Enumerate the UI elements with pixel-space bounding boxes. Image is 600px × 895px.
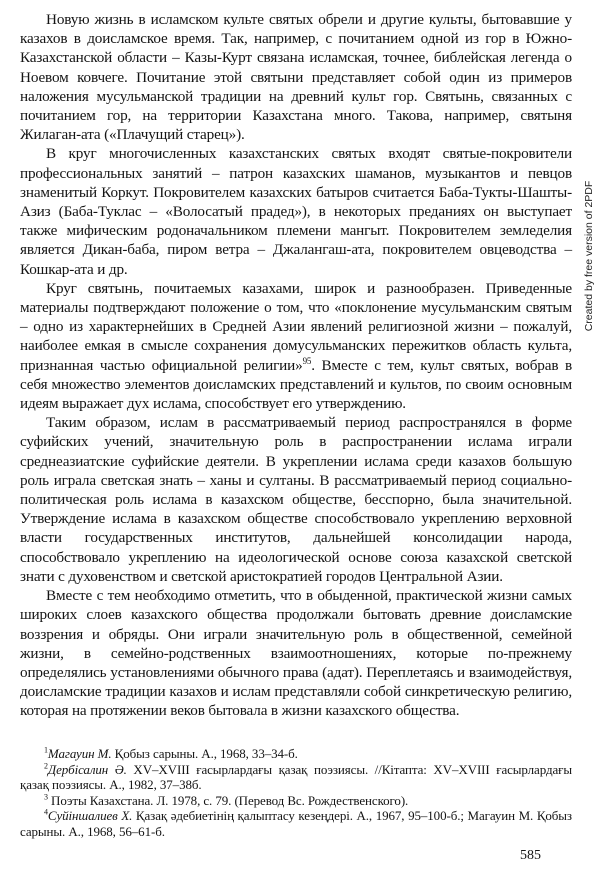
paragraph-5: Вместе с тем необходимо отметить, что в обыденной, практической жизни самых широких слоев казахского общества продолжали бытовать древние доисламские воззрения и обряды. Они играли значительную роль в общественной, семейной жизни, в семейно-родственных взаимоотношениях, которые по-прежнему определялись установлениями обычного права (адат). Переплетаясь и взаимодействуя, доисламские традиции казахов и ислам представляли собой синкретическую религию, которая на протяжении веков бытовала в жизни казахского общества. [20, 587, 572, 720]
footnote-3 [20, 793, 572, 809]
footnote-reference[interactable]: 95 [302, 355, 312, 366]
footnote-number: 3 [44, 792, 48, 802]
footnote-number: 4 [44, 808, 48, 818]
footnotes [20, 746, 572, 840]
footnote-author: Дербісалин Ә. [47, 761, 127, 777]
paragraph-2: В круг многочисленных казахстанских святых входят святые-покровители профессиональных занятий – патрон казахских шаманов, музыкантов и певцов знаменитый Коркут. Покровителем казахских батыров считается Баба-Тукты-Шашты-Азиз (Баба-Туклас – «Волосатый прадед»), в некоторых преданиях он выступает также мифическим родоначальником племени мангыт. Покровителем земледелия является Дикан-баба, пиром ветра – Джалангаш-ата, покровителем овцеводства – Кошкар-ата и др. [20, 145, 572, 278]
footnote-2 [20, 762, 572, 793]
paragraph-1: Новую жизнь в исламском культе святых обрели и другие культы, бытовавшие у казахов в доисламское время. Так, например, с почитанием одной из гор в Южно-Казахстанской области – Казы-Курт связана исламская, точнее, библейская легенда о Ноевом ковчеге. Почитание этой святыни представляет собой один из примеров наложения мусульманской традиции на древний культ гор. Святынь, связанных с почитанием гор, на территории Казахстана много. Такова, например, святыня Жилаган-ата («Плачущий старец»). [20, 11, 572, 144]
paragraph-3 [20, 279, 572, 413]
footnote-4 [20, 808, 572, 839]
footnote-text: XV–XVIII ғасырлардағы қазақ поэзиясы. //Кітапта: XV–XVIII ғасырлардағы қазақ поэзиясы. А., 1982, 37–38б. [20, 761, 572, 793]
footnote-number: 2 [44, 761, 48, 771]
page-body [20, 10, 572, 721]
page-number: 585 [520, 848, 541, 863]
footnote-author: Суйіншалиев Х. [47, 808, 133, 824]
footnote-number: 1 [44, 745, 48, 755]
footnote-text: Қобыз сарыны. А., 1968, 33–34-б. [111, 746, 298, 761]
watermark: Created by free version of 2PDF [583, 180, 595, 332]
footnote-author: Магауин М. [47, 746, 112, 761]
paragraph-3-text: Круг святынь, почитаемых казахами, широк и разнообразен. Приведенные материалы подтверждают положение о том, что «поклонение мусульманским святым – одно из характернейших в Средней Азии явлений религиозной жизни – пожалуй, наиболее емкая в смысле сохранения домусульманских пережитков область культа, признанная частью официальной религии» [20, 279, 572, 374]
footnote-1 [20, 746, 572, 762]
footnote-text: Қазақ әдебиетінің қалыптасу кезеңдері. А., 1967, 95–100-б.; Магауин М. Қобыз сарыны. А., 1968, 56–61-б. [20, 808, 572, 839]
footnote-text: Поэты Казахстана. Л. 1978, с. 79. (Перевод Вс. Рождественского). [47, 792, 409, 808]
paragraph-4: Таким образом, ислам в рассматриваемый период распространялся в форме суфийских учений, значительную роль в распространении ислама играли среднеазиатские суфийские деятели. В укреплении ислама среди казахов большую роль играла светская знать – ханы и султаны. В рассматриваемый период социально-политическая роль ислама в казахском обществе, бесспорно, была значительной. Утверждение ислама в казахском обществе способствовало укреплению верховной власти государственных институтов, дальнейшей консолидации народа, способствовало укреплению на идеологической основе союза казахской светской знати с духовенством и светской аристократией городов Центральной Азии. [20, 414, 572, 585]
paragraph-3-continuation: . Вместе с тем, культ святых, вобрав в себя множество элементов доисламских представлений и культов, по своим основным идеям выражает дух ислама, способствует его утверждению. [20, 356, 573, 413]
